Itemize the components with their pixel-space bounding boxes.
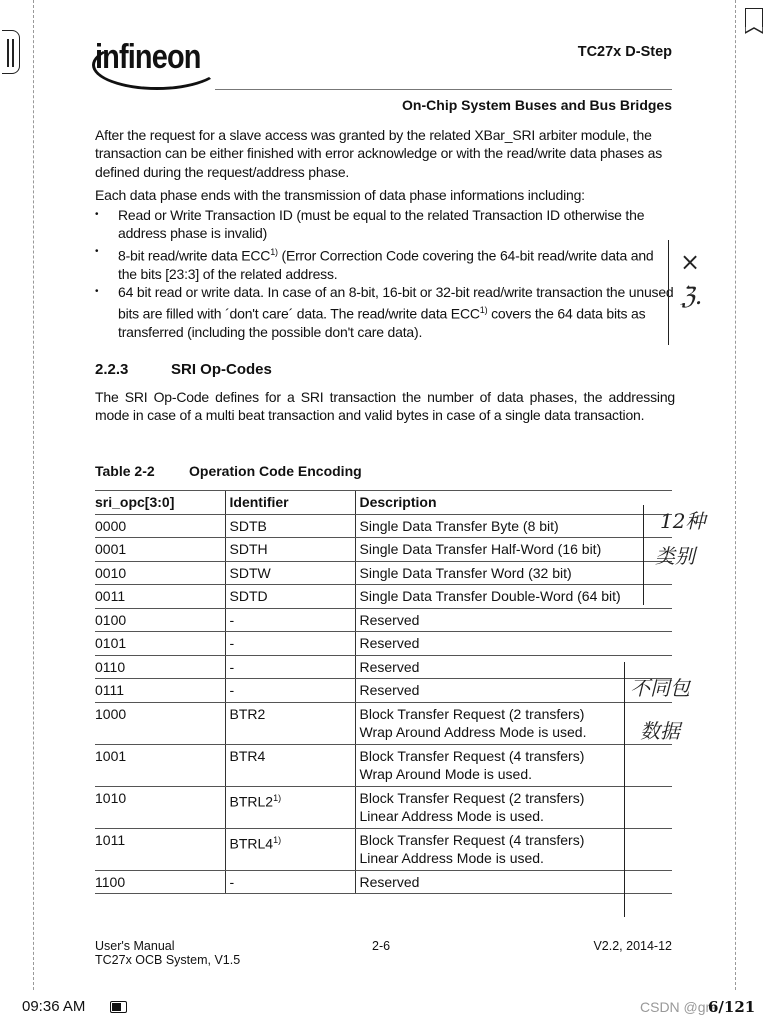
identifier-cell: - [225, 679, 355, 703]
opcode-cell: 0000 [95, 514, 225, 538]
identifier-cell: BTRL2$^{1)}$ [225, 786, 355, 828]
column-header: sri_opc[3:0] [95, 491, 225, 515]
handwritten-note: 不同包 [630, 676, 690, 700]
column-header: Identifier [225, 491, 355, 515]
paragraph: The SRI Op-Code defines for a SRI transaction the number of data phases, the addressing mode in case of a multi beat transaction and valid bytes in case of a single data transaction. [95, 389, 675, 424]
table-row [95, 828, 672, 870]
footer-version: V2.2, 2014-12 [593, 939, 672, 953]
description-cell: Single Data Transfer Byte (8 bit) [355, 514, 672, 538]
table-row [95, 786, 672, 828]
description-cell: Block Transfer Request (2 transfers) Linear Address Mode is used. [355, 786, 672, 828]
opcode-cell: 1011 [95, 828, 225, 870]
footer-left: User's Manual TC27x OCB System, V1.5 [95, 939, 241, 967]
table-row [95, 538, 672, 562]
opcode-cell: 1100 [95, 870, 225, 894]
table-row [95, 655, 672, 679]
clock: 09:36 AM [22, 998, 86, 1015]
section-heading: 2.2.3 SRI Op-Codes [95, 361, 272, 378]
table-row [95, 702, 672, 744]
page-indicator[interactable]: 6/121 [708, 998, 756, 1016]
description-cell: Reserved [355, 679, 672, 703]
section-title: On-Chip System Buses and Bus Bridges [402, 97, 672, 113]
bullet-item: • Read or Write Transaction ID (must be equal to the related Transaction ID otherwise the address phase is invalid) [95, 206, 675, 243]
table-row [95, 632, 672, 656]
table-row [95, 561, 672, 585]
description-cell: Block Transfer Request (2 transfers) Wrap Around Address Mode is used. [355, 702, 672, 744]
description-cell: Reserved [355, 655, 672, 679]
table-caption: Table 2-2 Operation Code Encoding [95, 463, 362, 479]
description-cell: Single Data Transfer Double-Word (64 bit) [355, 585, 672, 609]
description-cell: Single Data Transfer Word (32 bit) [355, 561, 672, 585]
opcode-cell: 0101 [95, 632, 225, 656]
annotation-bracket [624, 662, 625, 917]
opcode-cell: 0011 [95, 585, 225, 609]
annotation-bracket [668, 240, 669, 345]
description-cell: Block Transfer Request (4 transfers) Wrap Around Mode is used. [355, 744, 672, 786]
opcode-cell: 0010 [95, 561, 225, 585]
annotation-bracket [643, 505, 644, 605]
paragraph: Each data phase ends with the transmission of data phase informations including: [95, 186, 585, 203]
opcode-table [95, 490, 672, 894]
identifier-cell: - [225, 655, 355, 679]
identifier-cell: BTR2 [225, 702, 355, 744]
page-margin-left [33, 0, 34, 990]
handwritten-note: 类别 [655, 544, 695, 568]
opcode-cell: 0111 [95, 679, 225, 703]
body-text [95, 126, 675, 342]
opcode-cell: 0100 [95, 608, 225, 632]
table-row [95, 679, 672, 703]
description-cell: Reserved [355, 608, 672, 632]
header-rule [215, 89, 672, 90]
table-row [95, 870, 672, 894]
paragraph: After the request for a slave access was granted by the related XBar_SRI arbiter module, the transaction can be either finished with error acknowledge or with the read/write data phases as defined during the request/address phase. [95, 127, 662, 180]
identifier-cell: - [225, 632, 355, 656]
identifier-cell: SDTH [225, 538, 355, 562]
identifier-cell: SDTW [225, 561, 355, 585]
table-row [95, 514, 672, 538]
description-cell: Single Data Transfer Half-Word (16 bit) [355, 538, 672, 562]
menu-handle-button[interactable] [2, 30, 20, 74]
bookmark-icon[interactable] [745, 8, 763, 32]
watermark: CSDN @gre [640, 999, 719, 1015]
identifier-cell: BTR4 [225, 744, 355, 786]
description-cell: Reserved [355, 870, 672, 894]
table-row [95, 744, 672, 786]
table-row [95, 585, 672, 609]
identifier-cell: BTRL4$^{1)}$ [225, 828, 355, 870]
identifier-cell: - [225, 870, 355, 894]
page-margin-right [735, 0, 736, 990]
column-header: Description [355, 491, 672, 515]
opcode-cell: 1000 [95, 702, 225, 744]
opcode-cell: 1001 [95, 744, 225, 786]
bullet-item: • 8-bit read/write data ECC$^{1)}$ (Error Correction Code covering the 64-bit read/write data and the bits [23:3] of the related address. [95, 243, 675, 283]
identifier-cell: SDTB [225, 514, 355, 538]
opcode-cell: 0001 [95, 538, 225, 562]
handwritten-note: 12种 [660, 509, 706, 533]
identifier-cell: SDTD [225, 585, 355, 609]
infineon-logo: infineon [95, 38, 201, 76]
handwritten-note: 数据 [640, 719, 680, 743]
footer-page: 2-6 [372, 939, 391, 953]
opcode-cell: 1010 [95, 786, 225, 828]
identifier-cell: - [225, 608, 355, 632]
description-cell: Block Transfer Request (4 transfers) Linear Address Mode is used. [355, 828, 672, 870]
description-cell: Reserved [355, 632, 672, 656]
bullet-item: • 64 bit read or write data. In case of an 8-bit, 16-bit or 32-bit read/write transaction the unused bits are filled with ´don't care´ data. The read/write data ECC$^{1)}$ covers the 64 data bits as transferred (including the possible don't care data). [95, 283, 675, 342]
handwritten-note: × ℨ. [680, 248, 703, 310]
doc-title: TC27x D-Step [577, 44, 672, 60]
opcode-cell: 0110 [95, 655, 225, 679]
battery-icon [110, 1001, 127, 1013]
table-row [95, 608, 672, 632]
table-header-row [95, 491, 672, 515]
